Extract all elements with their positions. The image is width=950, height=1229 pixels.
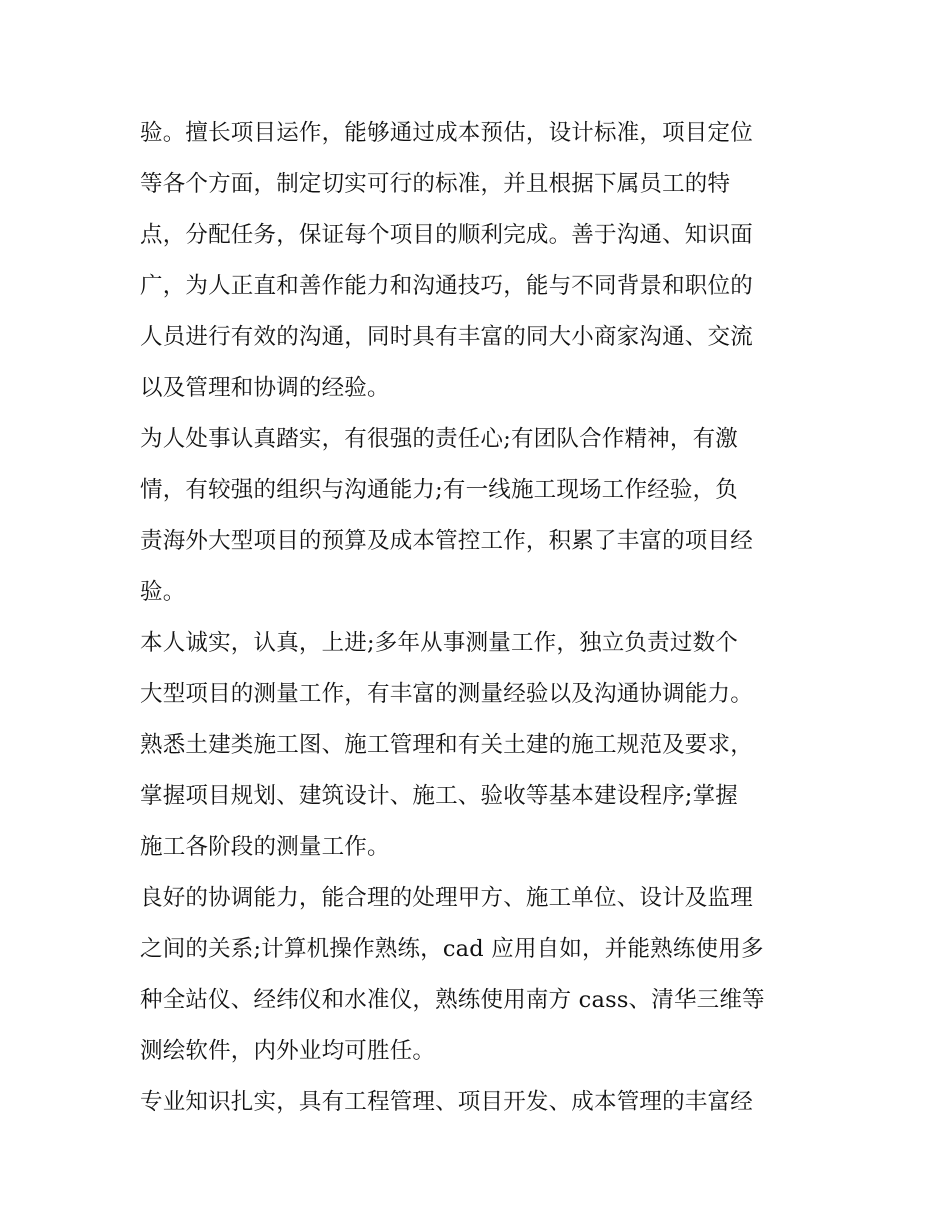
text-line: 大型项目的测量工作，有丰富的测量经验以及沟通协调能力。 [140,681,753,707]
text-line: 以及管理和协调的经验。 [140,375,390,401]
text-line: 种全站仪、经纬仪和水准仪，熟练使用南方 cass、清华三维等 [140,987,765,1013]
text-line: 施工各阶段的测量工作。 [140,834,390,860]
text-line: 本人诚实，认真，上进;多年从事测量工作，独立负责过数个 [140,630,738,656]
text-line: 之间的关系;计算机操作熟练，cad 应用自如，并能熟练使用多 [140,936,764,962]
text-line: 广，为人正直和善作能力和沟通技巧，能与不同背景和职位的 [140,273,753,299]
text-line: 良好的协调能力，能合理的处理甲方、施工单位、设计及监理 [140,885,753,911]
text-line: 为人处事认真踏实，有很强的责任心;有团队合作精神，有激 [140,426,738,452]
text-line: 等各个方面，制定切实可行的标准，并且根据下属员工的特 [140,171,731,197]
text-line: 验。 [140,579,186,605]
text-line: 情，有较强的组织与沟通能力;有一线施工现场工作经验，负 [140,477,738,503]
document-body [140,108,820,1128]
text-line: 熟悉土建类施工图、施工管理和有关土建的施工规范及要求， [140,732,753,758]
text-line: 掌握项目规划、建筑设计、施工、验收等基本建设程序;掌握 [140,783,738,809]
text-line: 责海外大型项目的预算及成本管控工作，积累了丰富的项目经 [140,528,753,554]
text-line: 人员进行有效的沟通，同时具有丰富的同大小商家沟通、交流 [140,324,753,350]
text-line: 点，分配任务，保证每个项目的顺利完成。善于沟通、知识面 [140,222,753,248]
text-line: 验。擅长项目运作，能够通过成本预估，设计标准，项目定位 [140,120,753,146]
text-line: 测绘软件，内外业均可胜任。 [140,1038,436,1064]
text-line: 专业知识扎实，具有工程管理、项目开发、成本管理的丰富经 [140,1089,753,1115]
